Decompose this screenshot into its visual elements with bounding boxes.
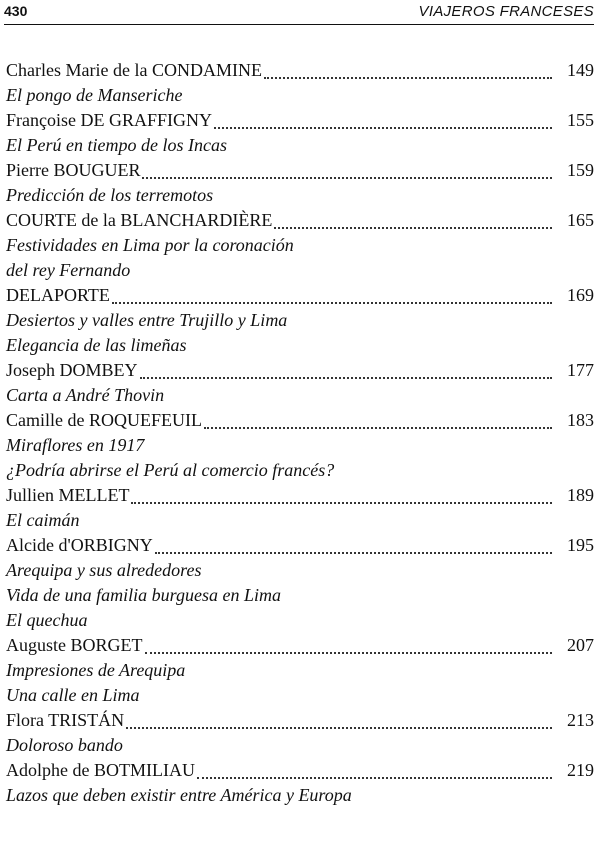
toc-entry xyxy=(6,633,594,658)
toc-page-number: 159 xyxy=(567,160,594,180)
running-head: VIAJEROS FRANCESES xyxy=(418,3,594,20)
dot-leader xyxy=(197,773,552,779)
toc-author: Joseph DOMBEY xyxy=(6,360,138,380)
toc-work-title: Carta a André Thovin xyxy=(6,385,165,405)
toc-work-title: Impresiones de Arequipa xyxy=(6,660,186,680)
dot-leader xyxy=(126,723,552,729)
toc-author: COURTE de la BLANCHARDIÈRE xyxy=(6,210,273,230)
page-header xyxy=(4,0,594,25)
toc-work-title: El caimán xyxy=(6,510,80,530)
toc-work-title: del rey Fernando xyxy=(6,260,131,280)
dot-leader xyxy=(264,73,552,79)
dot-leader xyxy=(112,298,552,304)
toc-entry xyxy=(6,758,594,783)
dot-leader xyxy=(142,173,552,179)
toc-author: Jullien MELLET xyxy=(6,485,130,505)
toc-work-title: El Perú en tiempo de los Incas xyxy=(6,135,227,155)
toc-work-title: El quechua xyxy=(6,610,88,630)
toc-page-number: 213 xyxy=(567,710,594,730)
toc-work-title: Doloroso bando xyxy=(6,735,123,755)
page-number: 430 xyxy=(4,3,28,19)
toc-page-number: 155 xyxy=(567,110,594,130)
dot-leader xyxy=(155,548,552,554)
toc-author: Adolphe de BOTMILIAU xyxy=(6,760,195,780)
toc-entry xyxy=(6,533,594,558)
toc-page-number: 165 xyxy=(567,210,594,230)
toc-page-number: 189 xyxy=(567,485,594,505)
toc-page-number: 195 xyxy=(567,535,594,555)
toc-work-title: Festividades en Lima por la coronación xyxy=(6,235,294,255)
toc-work-title: El pongo de Manseriche xyxy=(6,85,183,105)
toc-work-title: Elegancia de las limeñas xyxy=(6,335,187,355)
dot-leader xyxy=(274,223,552,229)
dot-leader xyxy=(145,648,553,654)
toc-page-number: 219 xyxy=(567,760,594,780)
toc-page-number: 149 xyxy=(567,60,594,80)
dot-leader xyxy=(214,123,552,129)
toc-page-number: 177 xyxy=(567,360,594,380)
toc-entry xyxy=(6,158,594,183)
toc-entry xyxy=(6,208,594,233)
toc-page-number: 183 xyxy=(567,410,594,430)
toc-author: Alcide d'ORBIGNY xyxy=(6,535,153,555)
toc-work-title: Vida de una familia burguesa en Lima xyxy=(6,585,281,605)
toc-work-title: Arequipa y sus alrededores xyxy=(6,560,202,580)
toc-entry xyxy=(6,708,594,733)
toc-entry xyxy=(6,483,594,508)
dot-leader xyxy=(204,423,552,429)
toc-entry xyxy=(6,108,594,133)
toc-entry xyxy=(6,58,594,83)
dot-leader xyxy=(131,498,552,504)
toc-author: Auguste BORGET xyxy=(6,635,143,655)
toc-author: DELAPORTE xyxy=(6,285,110,305)
table-of-contents xyxy=(6,58,594,808)
dot-leader xyxy=(140,373,552,379)
toc-work-title: Desiertos y valles entre Trujillo y Lima xyxy=(6,310,288,330)
toc-author: Camille de ROQUEFEUIL xyxy=(6,410,202,430)
toc-work-title: Lazos que deben existir entre América y Europa xyxy=(6,785,352,805)
toc-page-number: 207 xyxy=(567,635,594,655)
toc-entry xyxy=(6,283,594,308)
toc-work-title: ¿Podría abrirse el Perú al comercio francés? xyxy=(6,460,335,480)
toc-entry xyxy=(6,408,594,433)
toc-author: Françoise DE GRAFFIGNY xyxy=(6,110,212,130)
toc-author: Flora TRISTÁN xyxy=(6,710,125,730)
toc-author: Charles Marie de la CONDAMINE xyxy=(6,60,262,80)
toc-author: Pierre BOUGUER xyxy=(6,160,141,180)
toc-work-title: Una calle en Lima xyxy=(6,685,140,705)
toc-work-title: Predicción de los terremotos xyxy=(6,185,214,205)
toc-entry xyxy=(6,358,594,383)
toc-page-number: 169 xyxy=(567,285,594,305)
toc-work-title: Miraflores en 1917 xyxy=(6,435,145,455)
